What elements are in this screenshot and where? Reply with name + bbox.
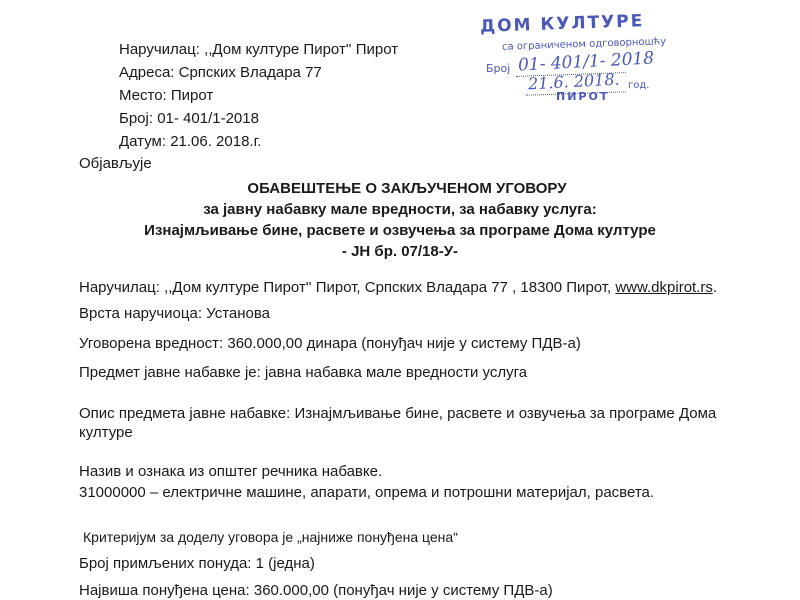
stamp-year-label: год. [628, 80, 650, 91]
contracting-authority-text: Наручилац: ,,Дом културе Пирот'' Пирот, Српских Владара 77 , 18300 Пирот, [79, 279, 616, 296]
notice-title: ОБАВЕШТЕЊЕ О ЗАКЉУЧЕНОМ УГОВОРУ [247, 180, 567, 197]
stamp-city: ПИРОТ [556, 90, 610, 103]
header-address: Адреса: Српских Владара 77 [119, 64, 322, 81]
stamp-number: 01- 401/1- 2018 [517, 48, 655, 76]
publishes-label: Објављује [79, 155, 152, 172]
body-procurement-subject: Предмет јавне набавке је: јавна набавка мале вредности услуга [79, 364, 528, 381]
body-highest-bid: Највиша понуђена цена: 360.000,00 (понуђач није у систему ПДВ-а) [79, 582, 553, 599]
header-contracting-authority: Наручилац: ,,Дом културе Пирот'' Пирот [119, 41, 399, 58]
body-description-line1: Опис предмета јавне набавке: Изнајмљивање бине, расвете и озвучења за програме Дома [79, 405, 717, 422]
notice-procurement-number: - ЈН бр. 07/18-У- [341, 243, 459, 260]
notice-subtitle: за јавну набавку мале вредности, за набавку услуга: [203, 201, 597, 218]
notice-procurement-subject: Изнајмљивање бине, расвете и озвучења за програме Дома културе [144, 222, 656, 239]
notice-title-block [0, 178, 800, 262]
registry-stamp [466, 11, 676, 103]
body-authority-type: Врста наручиоца: Установа [79, 305, 271, 322]
body-contract-value: Уговорена вредност: 360.000,00 динара (понуђач није у систему ПДВ-а) [79, 335, 581, 352]
body-bids-received: Број примљених понуда: 1 (једна) [79, 555, 315, 572]
body-vocabulary-label: Назив и ознака из општег речника набавке. [79, 463, 383, 480]
body-contracting-authority [79, 279, 717, 296]
stamp-title: ДОМ КУЛТУРЕ [479, 11, 645, 37]
body-vocabulary-code: 31000000 – електричне машине, апарати, опрема и потрошни материјал, расвета. [79, 484, 655, 501]
body-description-line2: културе [79, 424, 133, 441]
stamp-subtitle: са ограниченом одговорношћу [501, 36, 667, 53]
header-number: Број: 01- 401/1-2018 [119, 110, 259, 127]
stamp-broj-label: Број [486, 62, 511, 75]
website-suffix: . [712, 279, 718, 296]
body-award-criteria: Критеријум за доделу уговора је „најниже понуђена цена“ [83, 529, 458, 545]
stamp-date: 21.6. 2018. [527, 69, 621, 94]
website-link[interactable]: www.dkpirot.rs [615, 279, 713, 296]
header-date: Датум: 21.06. 2018.г. [119, 133, 262, 150]
header-block [119, 38, 398, 153]
header-place: Место: Пирот [119, 87, 214, 104]
